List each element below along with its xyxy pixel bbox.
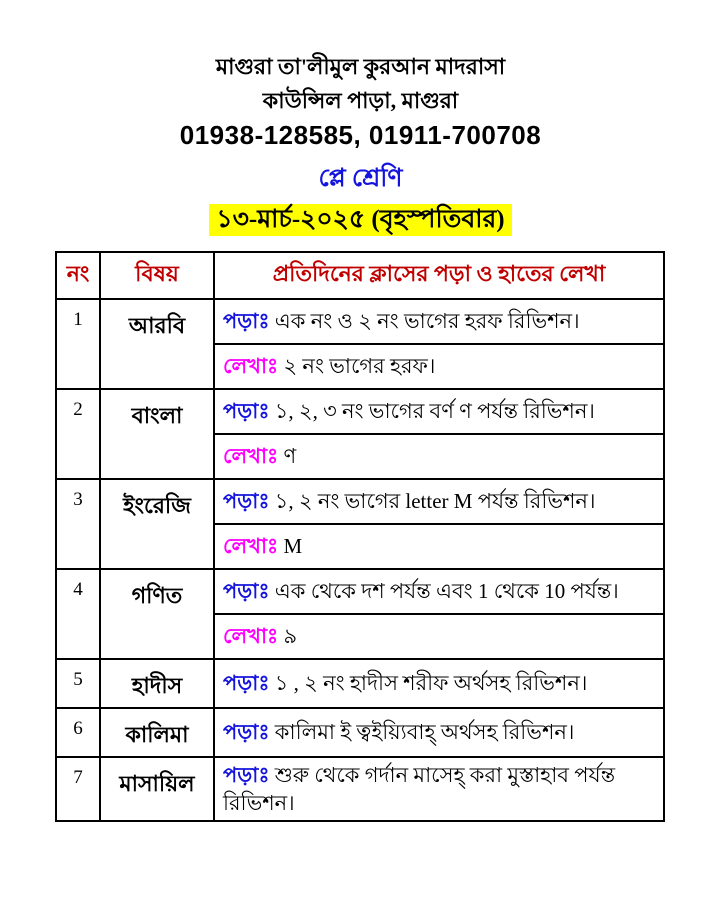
row-number: 2 [56, 389, 100, 479]
pora-cell [214, 708, 664, 757]
row-number: 7 [56, 757, 100, 821]
lekha-text: ণ [283, 444, 297, 469]
table-row [56, 659, 664, 708]
pora-text: এক নং ও ২ নং ভাগের হরফ রিভিশন। [274, 309, 580, 334]
pora-label: পড়াঃ [223, 762, 270, 787]
table-row [56, 479, 664, 524]
table-row [56, 389, 664, 434]
row-number: 1 [56, 299, 100, 389]
pora-label: পড়াঃ [223, 399, 270, 424]
pora-label: পড়াঃ [223, 309, 270, 334]
pora-text: কালিমা ই ত্বইয়্যিবাহ্ অর্থসহ রিভিশন। [274, 720, 575, 745]
subject-cell: গণিত [100, 569, 214, 659]
pora-text: ১, ২ নং ভাগের letter M পর্যন্ত রিভিশন। [274, 489, 596, 514]
pora-cell [214, 479, 664, 524]
lekha-cell [214, 434, 664, 479]
pora-text: শুরু থেকে গর্দান মাসেহ্ করা মুস্তাহাব পর্যন্ত রিভিশন। [223, 762, 616, 816]
pora-cell [214, 389, 664, 434]
lekha-label: লেখাঃ [223, 354, 279, 379]
pora-text: এক থেকে দশ পর্যন্ত এবং 1 থেকে 10 পর্যন্ত। [274, 579, 619, 604]
pora-label: পড়াঃ [223, 489, 270, 514]
lekha-cell [214, 344, 664, 389]
pora-label: পড়াঃ [223, 720, 270, 745]
date-line-wrap [0, 204, 721, 236]
document-header [0, 0, 721, 236]
row-number: 6 [56, 708, 100, 757]
column-header-no: নং [56, 252, 100, 299]
subject-cell: বাংলা [100, 389, 214, 479]
lekha-text: M [283, 534, 303, 559]
subject-cell: হাদীস [100, 659, 214, 708]
lekha-cell [214, 524, 664, 569]
subject-cell: আরবি [100, 299, 214, 389]
row-number: 3 [56, 479, 100, 569]
column-header-lessons: প্রতিদিনের ক্লাসের পড়া ও হাতের লেখা [214, 252, 664, 299]
table-row [56, 757, 664, 821]
column-header-subject: বিষয় [100, 252, 214, 299]
pora-text: ১, ২, ৩ নং ভাগের বর্ণ ণ পর্যন্ত রিভিশন। [274, 399, 595, 424]
org-name: মাগুরা তা'লীমুল কুরআন মাদরাসা [215, 54, 506, 79]
phone-numbers: 01938-128585, 01911-700708 [179, 120, 542, 151]
class-title: প্লে শ্রেণি [318, 165, 403, 193]
date-highlight: ১৩-মার্চ-২০২৫ (বৃহস্পতিবার) [209, 204, 511, 236]
pora-label: পড়াঃ [223, 671, 270, 696]
pora-label: পড়াঃ [223, 579, 270, 604]
table-row [56, 299, 664, 344]
org-address: কাউন্সিল পাড়া, মাগুরা [262, 88, 459, 113]
lekha-label: লেখাঃ [223, 534, 279, 559]
pora-text: ১ , ২ নং হাদীস শরীফ অর্থসহ রিভিশন। [274, 671, 588, 696]
row-number: 5 [56, 659, 100, 708]
subject-cell: কালিমা [100, 708, 214, 757]
lekha-label: লেখাঃ [223, 444, 279, 469]
lekha-text: ২ নং ভাগের হরফ। [283, 354, 436, 379]
subject-cell: মাসায়িল [100, 757, 214, 821]
table-row [56, 569, 664, 614]
pora-cell [214, 299, 664, 344]
table-row [56, 708, 664, 757]
table-header-row [56, 252, 664, 299]
pora-cell [214, 659, 664, 708]
lekha-label: লেখাঃ [223, 624, 279, 649]
lekha-cell [214, 614, 664, 659]
subject-cell: ইংরেজি [100, 479, 214, 569]
lesson-table [55, 251, 665, 822]
pora-cell [214, 757, 664, 821]
pora-cell [214, 569, 664, 614]
row-number: 4 [56, 569, 100, 659]
lekha-text: ৯ [283, 624, 298, 649]
